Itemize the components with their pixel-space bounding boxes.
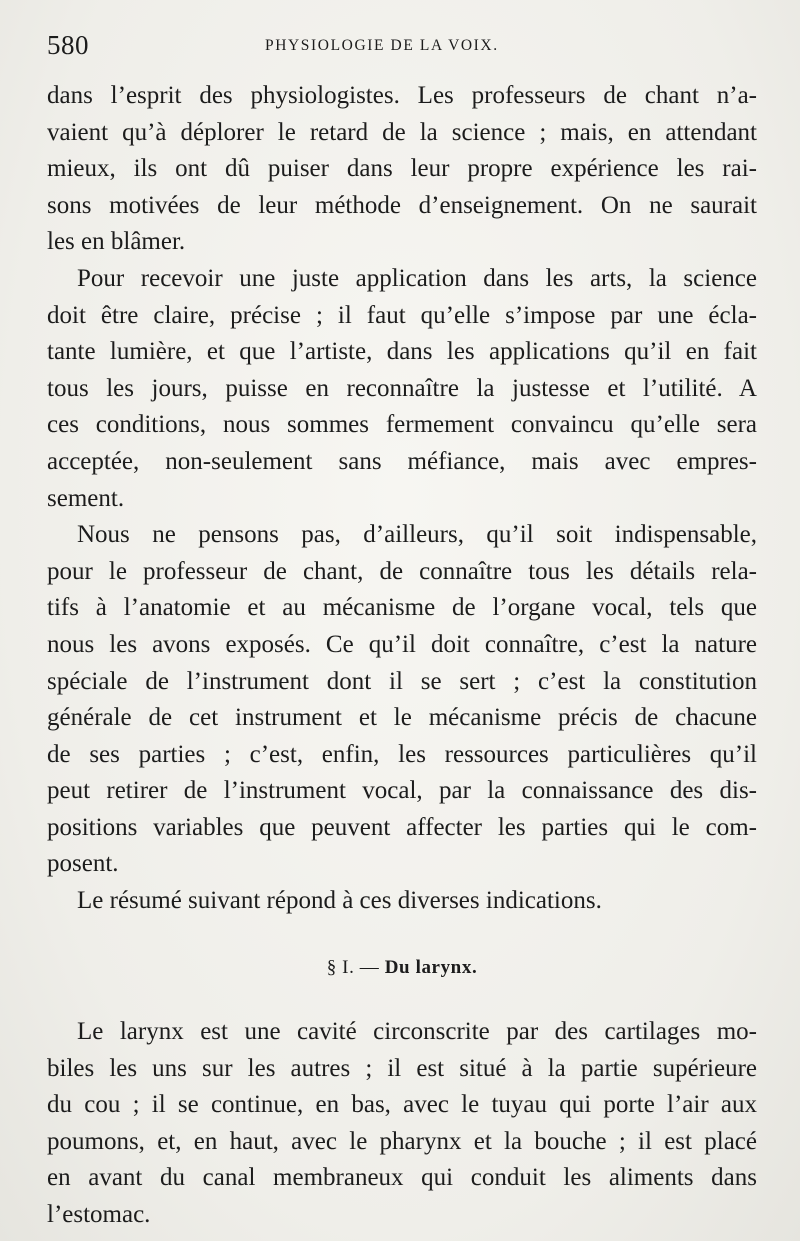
text-line: Le résumé suivant répond à ces diverses indications. [77,887,602,915]
text-line: Nous ne pensons pas, d’ailleurs, qu’il soit indispensable, [77,521,757,549]
section-text [47,1014,757,1234]
text-line: vaient qu’à déplorer le retard de la science ; mais, en attendant [47,118,757,146]
paragraph [47,261,757,517]
text-line: doit être claire, précise ; il faut qu’elle s’impose par une écla- [47,301,757,329]
text-line: nous les avons exposés. Ce qu’il doit connaître, c’est la nature [47,630,757,658]
running-head: PHYSIOLOGIE DE LA VOIX. [265,37,499,54]
text-line: acceptée, non-seulement sans méfiance, mais avec empres- [47,447,757,475]
paragraph [47,883,757,920]
text-line: spéciale de l’instrument dont il se sert ; c’est la constitution [47,667,757,695]
text-line: tante lumière, et que l’artiste, dans les applications qu’il en fait [47,338,757,366]
text-line: posent. [47,850,119,878]
text-line: de ses parties ; c’est, enfin, les ressources particulières qu’il [47,740,757,768]
text-line: peut retirer de l’instrument vocal, par la connaissance des dis- [47,777,757,805]
text-line: les en blâmer. [47,228,186,256]
text-line: positions variables que peuvent affecter les parties qui le com- [47,813,757,841]
text-line: sement. [47,484,125,512]
text-line: dans l’esprit des physiologistes. Les professeurs de chant n’a- [47,82,757,109]
text-line: sons motivées de leur méthode d’enseignement. On ne saurait [47,191,757,219]
text-line: Le larynx est une cavité circonscrite par des cartilages mo- [77,1018,757,1045]
text-line: poumons, et, en haut, avec le pharynx et la bouche ; il est placé [47,1127,757,1155]
text-line: l’estomac. [47,1200,151,1228]
main-text [47,78,757,920]
section-title: Du larynx. [384,957,478,978]
paragraph [47,78,757,261]
text-line: générale de cet instrument et le mécanisme précis de chacune [47,704,757,732]
section-heading [47,957,757,979]
section-number: § I. — [326,957,380,978]
text-line: Pour recevoir une juste application dans les arts, la science [77,264,757,292]
text-line: du cou ; il se continue, en bas, avec le tuyau qui porte l’air aux [47,1091,757,1119]
page-header [47,30,757,70]
text-line: tifs à l’anatomie et au mécanisme de l’organe vocal, tels que [47,594,757,622]
text-line: biles les uns sur les autres ; il est situé à la partie supérieure [47,1054,757,1082]
paragraph [47,517,757,883]
text-line: ces conditions, nous sommes fermement convaincu qu’elle sera [47,411,757,439]
page-number: 580 [47,30,89,60]
text-line: mieux, ils ont dû puiser dans leur propre expérience les rai- [47,155,757,183]
text-line: en avant du canal membraneux qui conduit les aliments dans [47,1164,757,1192]
text-line: pour le professeur de chant, de connaître tous les détails rela- [47,557,757,585]
paragraph [47,1014,757,1234]
text-line: tous les jours, puisse en reconnaître la justesse et l’utilité. A [47,374,757,402]
